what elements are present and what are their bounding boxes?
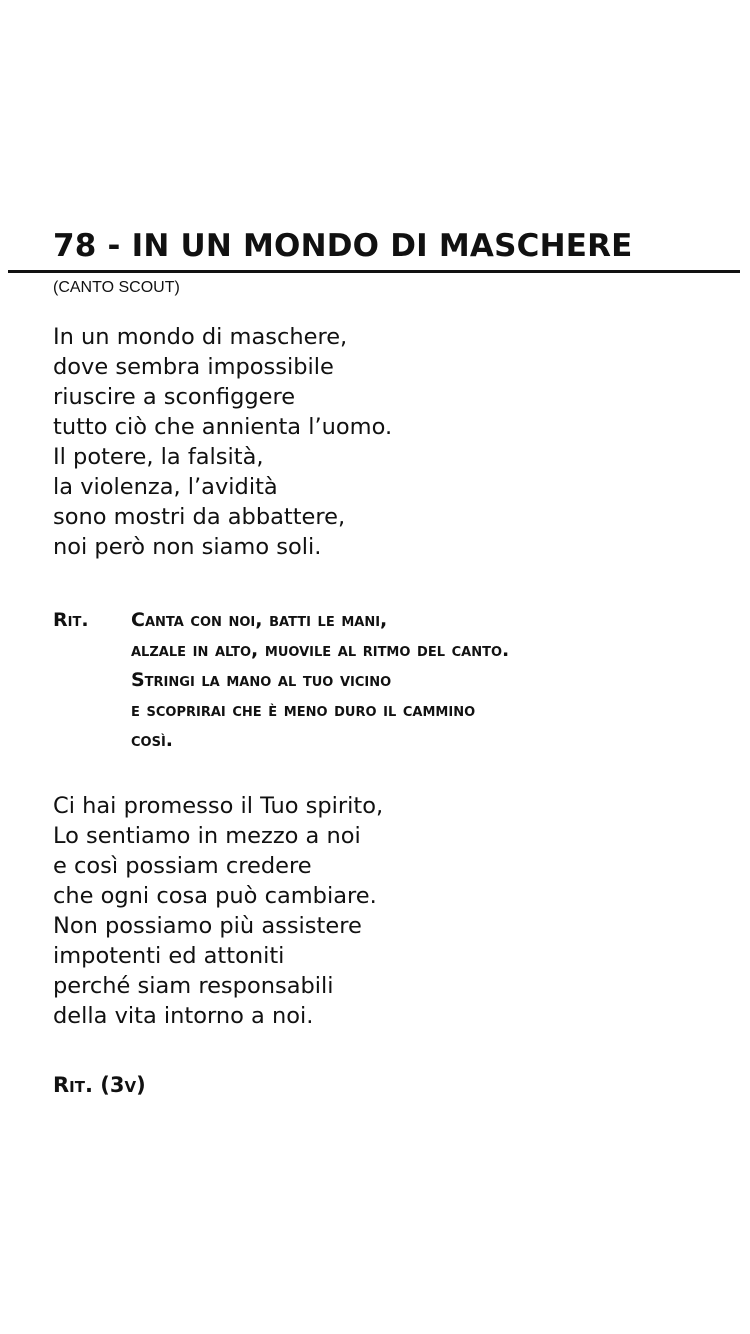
- refrain-line: così.: [131, 729, 174, 751]
- title-divider: [8, 270, 740, 273]
- verse-line: sono mostri da abbattere,: [53, 504, 346, 530]
- refrain-line: Stringi la mano al tuo vicino: [131, 669, 392, 691]
- verse-line: Il potere, la falsità,: [53, 444, 264, 470]
- verse-line: dove sembra impossibile: [53, 354, 334, 380]
- verse-line: che ogni cosa può cambiare.: [53, 883, 377, 909]
- refrain-repeat: Rit. (3v): [53, 1073, 146, 1097]
- verse-line: Non possiamo più assistere: [53, 913, 362, 939]
- verse-line: perché siam responsabili: [53, 973, 334, 999]
- refrain-line: alzale in alto, muovile al ritmo del canto.: [131, 639, 510, 661]
- verse-line: In un mondo di maschere,: [53, 324, 348, 350]
- verse-line: tutto ciò che annienta l’uomo.: [53, 414, 393, 440]
- verse-line: Ci hai promesso il Tuo spirito,: [53, 793, 384, 819]
- refrain-line: e scoprirai che è meno duro il cammino: [131, 699, 476, 721]
- refrain-lines: [131, 605, 509, 755]
- song-title: 78 - IN UN MONDO DI MASCHERE: [53, 228, 633, 264]
- verse-line: la violenza, l’avidità: [53, 474, 278, 500]
- verse-2: [53, 791, 383, 1031]
- verse-line: Lo sentiamo in mezzo a noi: [53, 823, 361, 849]
- verse-1: [53, 322, 392, 562]
- refrain-label: Rit.: [53, 609, 89, 631]
- verse-line: della vita intorno a noi.: [53, 1003, 314, 1029]
- verse-line: impotenti ed attoniti: [53, 943, 285, 969]
- verse-line: riuscire a sconfiggere: [53, 384, 296, 410]
- verse-line: e così possiam credere: [53, 853, 312, 879]
- refrain-line: Canta con noi, batti le mani,: [131, 609, 388, 631]
- verse-line: noi però non siamo soli.: [53, 534, 322, 560]
- song-subtitle: (CANTO SCOUT): [53, 279, 180, 296]
